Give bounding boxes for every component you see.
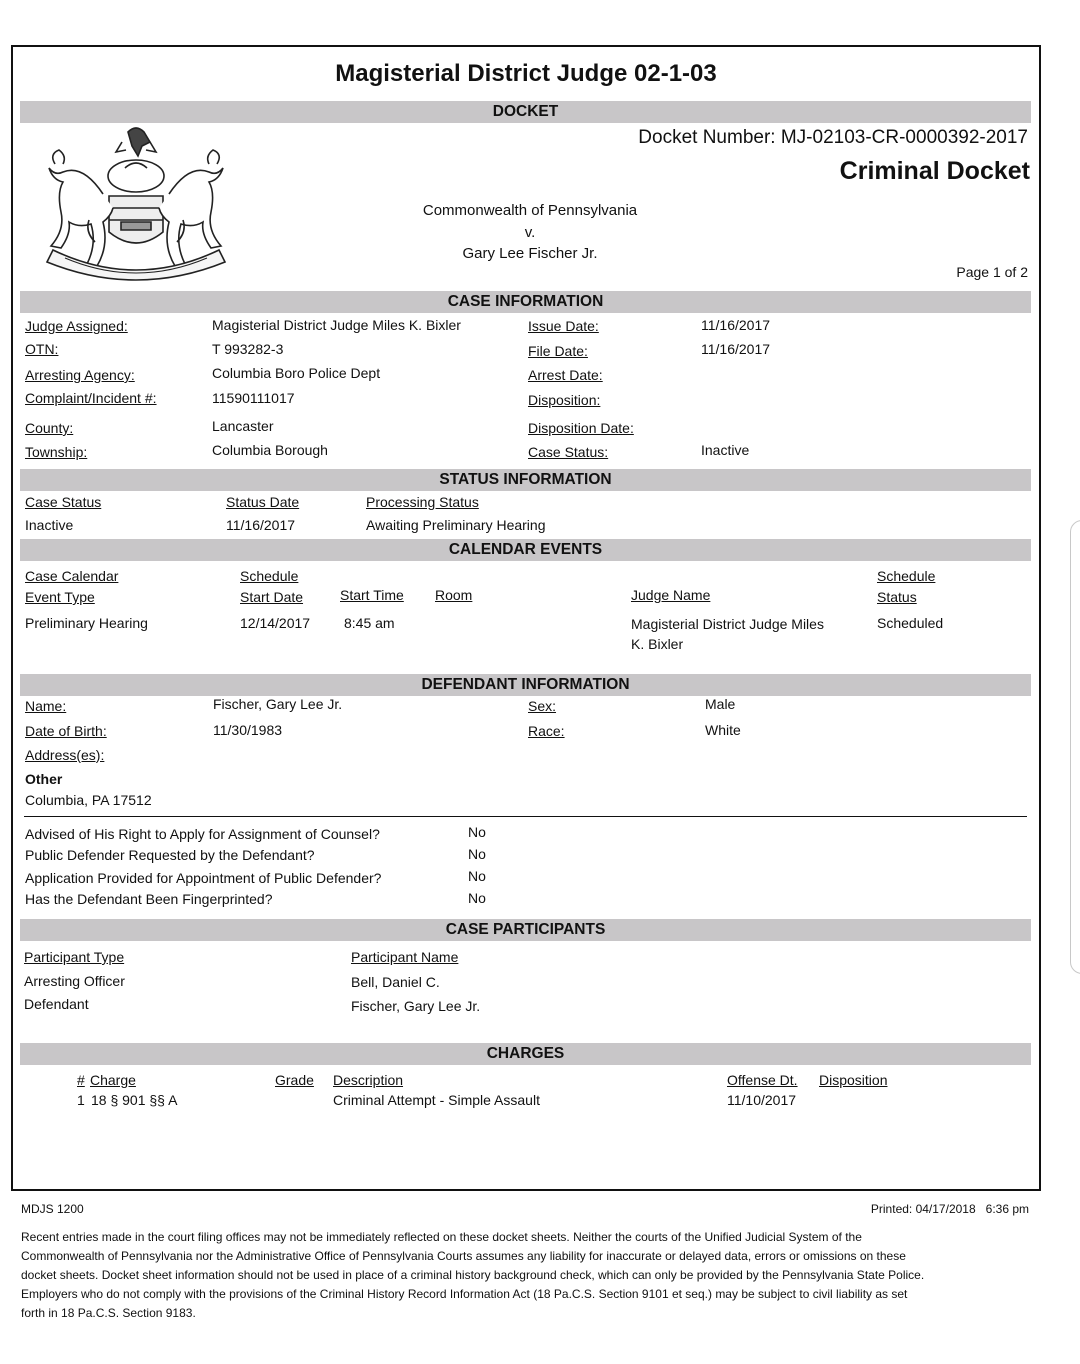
arresting-agency-value: Columbia Boro Police Dept	[212, 365, 381, 381]
charges-col-number: #	[77, 1072, 85, 1088]
charges-col-description: Description	[333, 1072, 404, 1088]
disclaimer: Recent entries made in the court filing offices may not be immediately reflected on these docket sheets. Neither the courts of the Unified Judicial System of the Commonwealth of Pennsylvania nor the Administrative Office of Pennsylvania Courts assumes any liability for inaccurate or delayed data, errors or omissions on these docket sheets. Docket sheet information should not be used in place of a criminal history background check, which can only be provided by the Pennsylvania State Police. Employers who do not comply with the provisions of the Criminal History Record Information Act (18 Pa.C.S. Section 9101 et seq.) may be subject to civil liability as set forth in 18 Pa.C.S. Section 9183.	[21, 1230, 925, 1320]
judge-assigned-value: Magisterial District Judge Miles K. Bixler	[212, 317, 461, 333]
cal-col-room: Room	[435, 587, 473, 603]
sex-label: Sex:	[528, 698, 557, 714]
race-value: White	[705, 722, 741, 738]
arrest-date-label: Arrest Date:	[528, 367, 603, 383]
sex-value: Male	[705, 696, 736, 712]
dob-value: 11/30/1983	[213, 722, 283, 738]
scrollbar[interactable]	[1070, 520, 1080, 974]
cal-judge-line2: K. Bixler	[631, 636, 684, 652]
answer-public-defender: No	[468, 846, 486, 862]
question-application: Application Provided for Appointment of Public Defender?	[25, 870, 382, 886]
participant-type: Defendant	[24, 996, 89, 1012]
docket-bar: DOCKET	[20, 101, 1031, 123]
page-title: Magisterial District Judge 02-1-03	[335, 60, 717, 87]
cal-event-type: Preliminary Hearing	[25, 615, 148, 631]
charge-number: 1	[77, 1092, 85, 1108]
complaint-label: Complaint/Incident #:	[25, 390, 157, 406]
cal-start-time: 8:45 am	[344, 615, 395, 631]
question-fingerprinted: Has the Defendant Been Fingerprinted?	[25, 891, 273, 907]
participant-type: Arresting Officer	[24, 973, 125, 989]
participant-name: Bell, Daniel C.	[351, 974, 440, 990]
participant-col-name: Participant Name	[351, 949, 459, 965]
cal-col-event-type: Event Type	[25, 589, 95, 605]
cal-col-schedule: Schedule	[240, 568, 299, 584]
township-value: Columbia Borough	[212, 442, 328, 458]
status-information-bar: STATUS INFORMATION	[20, 469, 1031, 491]
charge-offense-date: 11/10/2017	[727, 1092, 797, 1108]
answer-fingerprinted: No	[468, 890, 486, 906]
caption-defendant: Gary Lee Fischer Jr.	[462, 245, 598, 262]
participant-col-type: Participant Type	[24, 949, 125, 965]
defendant-information-bar: DEFENDANT INFORMATION	[20, 674, 1031, 696]
cal-col-status: Status	[877, 589, 917, 605]
county-label: County:	[25, 420, 74, 436]
cal-col-start-time: Start Time	[340, 587, 404, 603]
calendar-events-bar: CALENDAR EVENTS	[20, 539, 1031, 561]
township-label: Township:	[25, 444, 88, 460]
answer-counsel: No	[468, 824, 486, 840]
status-col-status-date: Status Date	[226, 494, 300, 510]
charges-col-disposition: Disposition	[819, 1072, 888, 1088]
charges-col-grade: Grade	[275, 1072, 314, 1088]
status-col-processing: Processing Status	[366, 494, 479, 510]
otn-label: OTN:	[25, 341, 59, 357]
county-value: Lancaster	[212, 418, 274, 434]
status-row-processing: Awaiting Preliminary Hearing	[366, 517, 546, 533]
status-col-case-status: Case Status	[25, 494, 102, 510]
defendant-name-value: Fischer, Gary Lee Jr.	[213, 696, 343, 712]
dob-label: Date of Birth:	[25, 723, 107, 739]
charges-col-offense-date: Offense Dt.	[727, 1072, 798, 1088]
status-row-case-status: Inactive	[25, 517, 74, 533]
cal-col-case-calendar: Case Calendar	[25, 568, 119, 584]
addresses-label: Address(es):	[25, 747, 105, 763]
case-information-bar: CASE INFORMATION	[20, 291, 1031, 313]
case-status-value: Inactive	[701, 442, 750, 458]
case-status-label: Case Status:	[528, 444, 609, 460]
file-date-value: 11/16/2017	[701, 341, 771, 357]
printed-timestamp: Printed: 04/17/2018 6:36 pm	[870, 1202, 1029, 1216]
issue-date-label: Issue Date:	[528, 318, 599, 334]
cal-start-date: 12/14/2017	[240, 615, 311, 631]
judge-assigned-label: Judge Assigned:	[25, 318, 128, 334]
cal-judge-line1: Magisterial District Judge Miles	[631, 616, 824, 632]
race-label: Race:	[528, 723, 565, 739]
docket-number: Docket Number: MJ-02103-CR-0000392-2017	[638, 127, 1028, 148]
disposition-date-label: Disposition Date:	[528, 420, 634, 436]
charges-bar: CHARGES	[20, 1043, 1031, 1065]
complaint-value: 11590111017	[212, 390, 295, 406]
case-participants-bar: CASE PARTICIPANTS	[20, 919, 1031, 941]
form-number: MDJS 1200	[21, 1202, 84, 1216]
file-date-label: File Date:	[528, 343, 588, 359]
caption-plaintiff: Commonwealth of Pennsylvania	[422, 202, 638, 219]
question-public-defender: Public Defender Requested by the Defendant?	[25, 847, 315, 863]
answer-application: No	[468, 868, 486, 884]
otn-value: T 993282-3	[212, 341, 284, 357]
question-counsel: Advised of His Right to Apply for Assignment of Counsel?	[25, 826, 380, 842]
page-indicator: Page 1 of 2	[956, 264, 1028, 280]
participant-name: Fischer, Gary Lee Jr.	[351, 998, 481, 1014]
charge-statute: 18 § 901 §§ A	[91, 1092, 178, 1108]
cal-col-judge-name: Judge Name	[631, 587, 711, 603]
defendant-name-label: Name:	[25, 698, 67, 714]
address-value: Columbia, PA 17512	[25, 792, 152, 808]
status-row-status-date: 11/16/2017	[226, 517, 296, 533]
issue-date-value: 11/16/2017	[701, 317, 771, 333]
cal-status: Scheduled	[877, 615, 944, 631]
cal-col-start-date: Start Date	[240, 589, 304, 605]
disposition-label: Disposition:	[528, 392, 601, 408]
arresting-agency-label: Arresting Agency:	[25, 367, 135, 383]
charge-description: Criminal Attempt - Simple Assault	[333, 1092, 540, 1108]
docket-type: Criminal Docket	[839, 157, 1030, 185]
charges-col-charge: Charge	[90, 1072, 136, 1088]
divider	[24, 816, 1027, 817]
address-type: Other	[25, 771, 63, 787]
caption-versus: v.	[524, 224, 536, 241]
pennsylvania-seal-icon	[25, 124, 247, 284]
cal-col-schedule-2: Schedule	[877, 568, 936, 584]
